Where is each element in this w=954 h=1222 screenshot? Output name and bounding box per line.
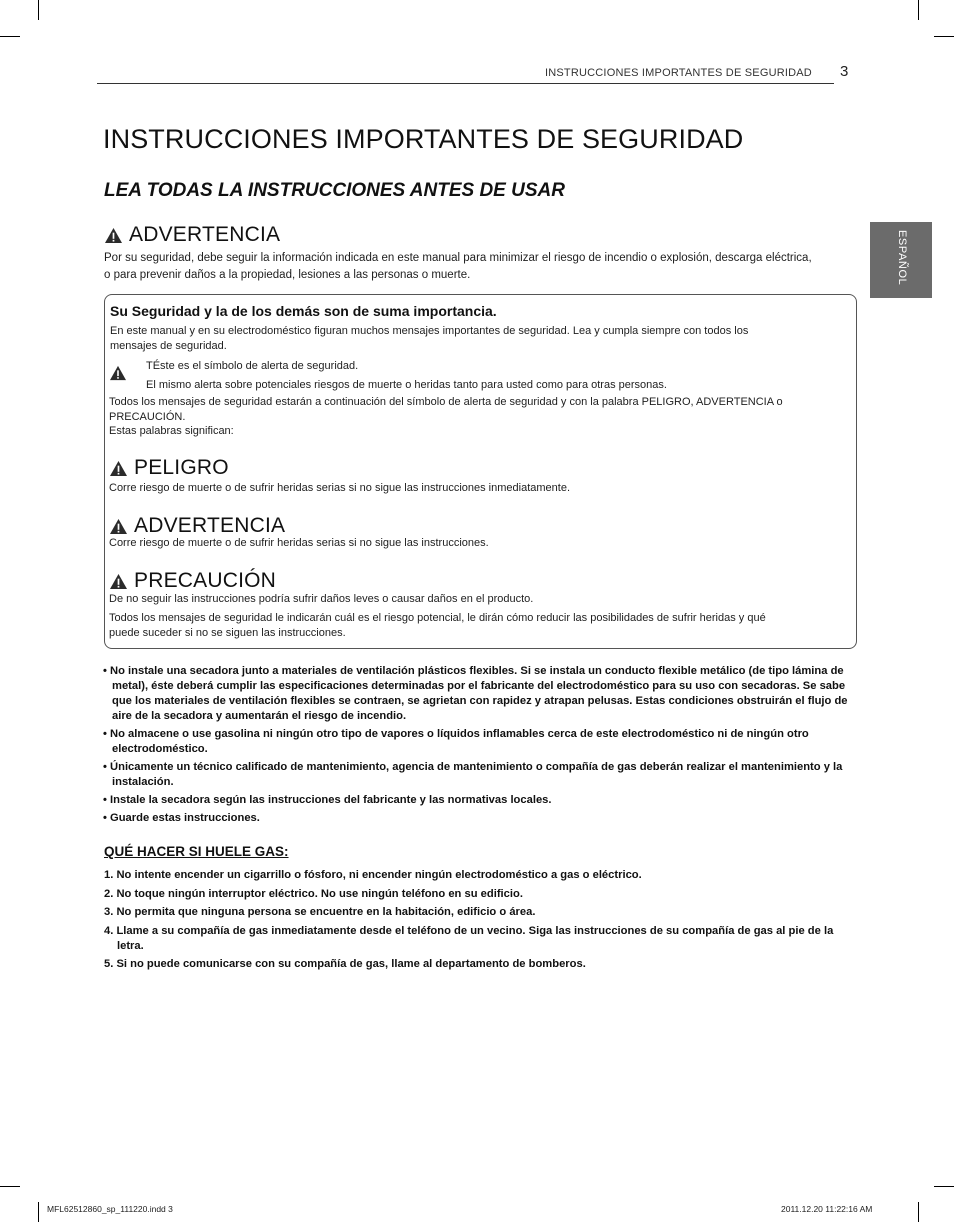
advertencia-text: Corre riesgo de muerte o de sufrir heridas serias si no sigue las instrucciones. <box>109 537 489 549</box>
footer-timestamp: 2011.12.20 11:22:16 AM <box>781 1204 873 1214</box>
precaucion-text: De no seguir las instrucciones podría sufrir daños leves o causar daños en el producto. <box>109 593 534 605</box>
list-item: 5. Si no puede comunicarse con su compañía de gas, llame al departamento de bomberos. <box>104 958 586 971</box>
page-subtitle: LEA TODAS LA INSTRUCCIONES ANTES DE USAR <box>104 180 565 201</box>
crop-mark <box>918 1202 919 1222</box>
advertencia-main-heading <box>104 223 280 247</box>
box-follow-1: Todos los mensajes de seguridad estarán a continuación del símbolo de alerta de seguridad y con la palabra PELIGRO, ADVERTENCIA o <box>109 396 783 408</box>
list-item: 2. No toque ningún interruptor eléctrico. No use ningún teléfono en su edificio. <box>104 887 523 900</box>
footer-file-info: MFL62512860_sp_111220.indd 3 <box>47 1204 173 1214</box>
precaucion-note-2: puede suceder si no se siguen las instrucciones. <box>109 627 346 639</box>
box-follow-3: Estas palabras significan: <box>109 425 234 437</box>
warning-triangle-icon <box>104 227 123 244</box>
list-item: • No almacene o use gasolina ni ningún otro tipo de vapores o líquidos inflamables cerca de este electrodoméstico ni de ningún otro electrodoméstico. <box>103 728 809 755</box>
gas-section-title: QUÉ HACER SI HUELE GAS: <box>104 844 289 859</box>
box-intro-2: mensajes de seguridad. <box>110 340 227 352</box>
peligro-heading <box>109 456 229 480</box>
warning-triangle-icon <box>109 573 128 590</box>
advertencia-heading <box>109 514 285 538</box>
box-heading: Su Seguridad y la de los demás son de suma importancia. <box>110 303 497 319</box>
safety-alert-symbol-icon <box>109 365 127 381</box>
list-item: • No instale una secadora junto a materiales de ventilación plásticos flexibles. Si se instala un conducto flexible metálico (de tipo lámina de metal), éste deberá cumplir las especificaciones determinadas por el fabricante del electrodoméstico para su uso con secadoras. Se sabe que los materiales de ventilación flexibles se contraen, se agrietan con rapidez y atrapan pelusas. Estas condiciones obstruirán el flujo de aire de la secadora y aumentarán el riesgo de incendio. <box>103 665 848 722</box>
safety-bullet-list <box>103 664 858 829</box>
precaucion-note-1: Todos los mensajes de seguridad le indicarán cuál es el riesgo potencial, le dirán cómo reducir las posibilidades de sufrir heridas y qué <box>109 612 766 624</box>
page-title: INSTRUCCIONES IMPORTANTES DE SEGURIDAD <box>103 124 744 154</box>
peligro-text: Corre riesgo de muerte o de sufrir heridas serias si no sigue las instrucciones inmediatamente. <box>109 482 570 494</box>
advertencia-main-label: ADVERTENCIA <box>129 223 281 246</box>
crop-mark <box>0 1186 20 1187</box>
box-follow-2: PRECAUCIÓN. <box>109 411 186 423</box>
crop-mark <box>38 1202 39 1222</box>
gas-steps-list <box>104 868 858 976</box>
header-divider <box>97 83 834 84</box>
box-symbol-line-1: TÉste es el símbolo de alerta de seguridad. <box>146 360 359 372</box>
advertencia-main-text-1: Por su seguridad, debe seguir la información indicada en este manual para minimizar el riesgo de incendio o explosión, descarga eléctrica, <box>104 252 812 264</box>
box-symbol-line-2: El mismo alerta sobre potenciales riesgos de muerte o heridas tanto para usted como para otras personas. <box>146 379 667 391</box>
advertencia-label: ADVERTENCIA <box>134 514 286 537</box>
running-header: INSTRUCCIONES IMPORTANTES DE SEGURIDAD <box>545 67 812 79</box>
crop-mark <box>0 36 20 37</box>
list-item: 4. Llame a su compañía de gas inmediatamente desde el teléfono de un vecino. Siga las instrucciones de su compañía de gas al pie de la letra. <box>104 924 834 952</box>
peligro-label: PELIGRO <box>134 456 229 479</box>
precaucion-heading <box>109 569 276 593</box>
list-item: 3. No permita que ninguna persona se encuentre en la habitación, edificio o área. <box>104 906 536 919</box>
list-item: • Únicamente un técnico calificado de mantenimiento, agencia de mantenimiento o compañía de gas deberán realizar el mantenimiento y la instalación. <box>103 761 843 788</box>
language-tab <box>870 222 932 298</box>
language-tab-label: ESPAÑOL <box>896 230 908 286</box>
crop-mark <box>934 36 954 37</box>
warning-triangle-icon <box>109 460 128 477</box>
box-intro-1: En este manual y en su electrodoméstico figuran muchos mensajes importantes de seguridad. Lea y cumpla siempre con todos los <box>110 325 749 337</box>
precaucion-label: PRECAUCIÓN <box>134 569 277 592</box>
crop-mark <box>38 0 39 20</box>
list-item: • Instale la secadora según las instrucciones del fabricante y las normativas locales. <box>103 794 552 806</box>
crop-mark <box>918 0 919 20</box>
advertencia-main-text-2: o para prevenir daños a la propiedad, lesiones a las personas o muerte. <box>104 269 471 281</box>
crop-mark <box>934 1186 954 1187</box>
list-item: • Guarde estas instrucciones. <box>103 812 260 824</box>
list-item: 1. No intente encender un cigarrillo o fósforo, ni encender ningún electrodoméstico a gas o eléctrico. <box>104 869 642 881</box>
page-number: 3 <box>840 63 849 80</box>
warning-triangle-icon <box>109 518 128 535</box>
